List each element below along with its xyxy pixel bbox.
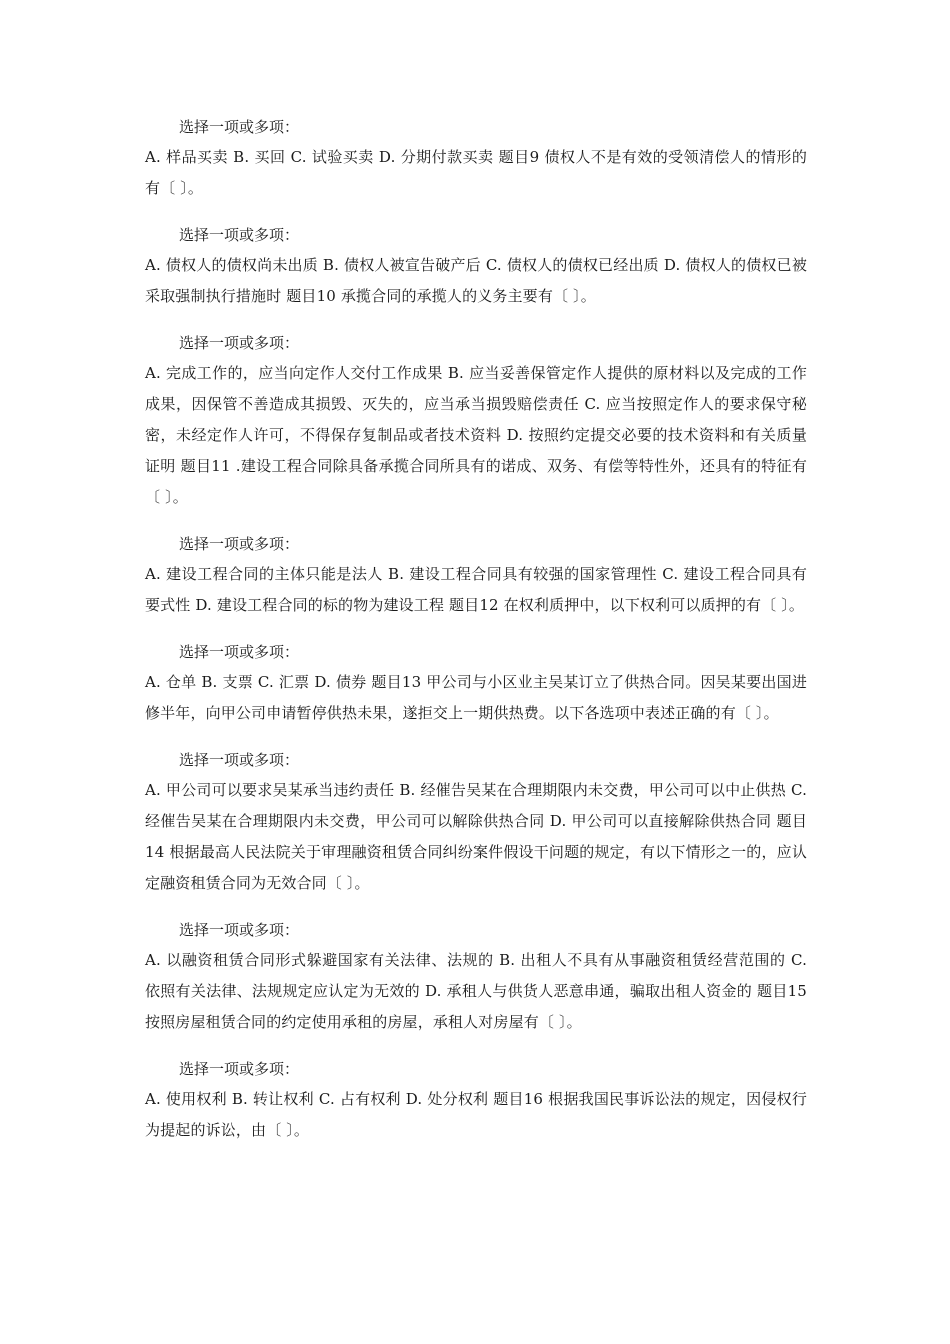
question-block — [145, 745, 807, 899]
answer-prompt: 选择一项或多项： — [179, 535, 300, 553]
answer-prompt: 选择一项或多项： — [179, 226, 300, 244]
answer-prompt: 选择一项或多项： — [179, 751, 300, 769]
document-page — [145, 112, 807, 1162]
options-and-question-text: A. 建设工程合同的主体只能是法人 B. 建设工程合同具有较强的国家管理性 C. 建设工程合同具有要式性 D. 建设工程合同的标的物为建设工程 题目12 在权利质押中，以下权利可以质押的有〔 〕。 — [145, 565, 807, 614]
question-block — [145, 1054, 807, 1146]
answer-prompt: 选择一项或多项： — [179, 921, 300, 939]
question-block — [145, 112, 807, 204]
options-and-question-text: A. 甲公司可以要求吴某承当违约责任 B. 经催告吴某在合理期限内未交费，甲公司可以中止供热 C. 经催告吴某在合理期限内未交费，甲公司可以解除供热合同 D. 甲公司可以直接解除供热合同 题目14 根据最高人民法院关于审理融资租赁合同纠纷案件假设干问题的规定，有以下情形之一的，应认定融资租赁合同为无效合同〔 〕。 — [145, 781, 807, 892]
options-and-question-text: A. 使用权利 B. 转让权利 C. 占有权利 D. 处分权利 题目16 根据我国民事诉讼法的规定，因侵权行为提起的诉讼，由〔 〕。 — [145, 1090, 807, 1139]
question-block — [145, 529, 807, 621]
options-and-question-text: A. 债权人的债权尚未出质 B. 债权人被宣告破产后 C. 债权人的债权已经出质 D. 债权人的债权已被采取强制执行措施时 题目10 承揽合同的承揽人的义务主要有〔 〕。 — [145, 256, 807, 305]
options-and-question-text: A. 完成工作的，应当向定作人交付工作成果 B. 应当妥善保管定作人提供的原材料以及完成的工作成果，因保管不善造成其损毁、灭失的，应当承当损毁赔偿责任 C. 应当按照定作人的要求保守秘密，未经定作人许可，不得保存复制品或者技术资料 D. 按照约定提交必要的技术资料和有关质量证明 题目11 .建设工程合同除具备承揽合同所具有的诺成、双务、有偿等特性外，还具有的特征有〔 〕。 — [145, 364, 807, 506]
question-block — [145, 637, 807, 729]
question-block — [145, 220, 807, 312]
options-and-question-text: A. 仓单 B. 支票 C. 汇票 D. 债券 题目13 甲公司与小区业主吴某订立了供热合同。因吴某要出国进修半年，向甲公司申请暂停供热未果，遂拒交上一期供热费。以下各选项中表述正确的有〔 〕。 — [145, 673, 807, 722]
options-and-question-text: A. 以融资租赁合同形式躲避国家有关法律、法规的 B. 出租人不具有从事融资租赁经营范围的 C. 依照有关法律、法规规定应认定为无效的 D. 承租人与供货人恶意串通，骗取出租人资金的 题目15 按照房屋租赁合同的约定使用承租的房屋，承租人对房屋有〔 〕。 — [145, 951, 807, 1031]
answer-prompt: 选择一项或多项： — [179, 1060, 300, 1078]
answer-prompt: 选择一项或多项： — [179, 334, 300, 352]
options-and-question-text: A. 样品买卖 B. 买回 C. 试验买卖 D. 分期付款买卖 题目9 债权人不是有效的受领清偿人的情形的有〔 〕。 — [145, 148, 807, 197]
answer-prompt: 选择一项或多项： — [179, 118, 300, 136]
question-block — [145, 915, 807, 1038]
question-block — [145, 328, 807, 513]
answer-prompt: 选择一项或多项： — [179, 643, 300, 661]
